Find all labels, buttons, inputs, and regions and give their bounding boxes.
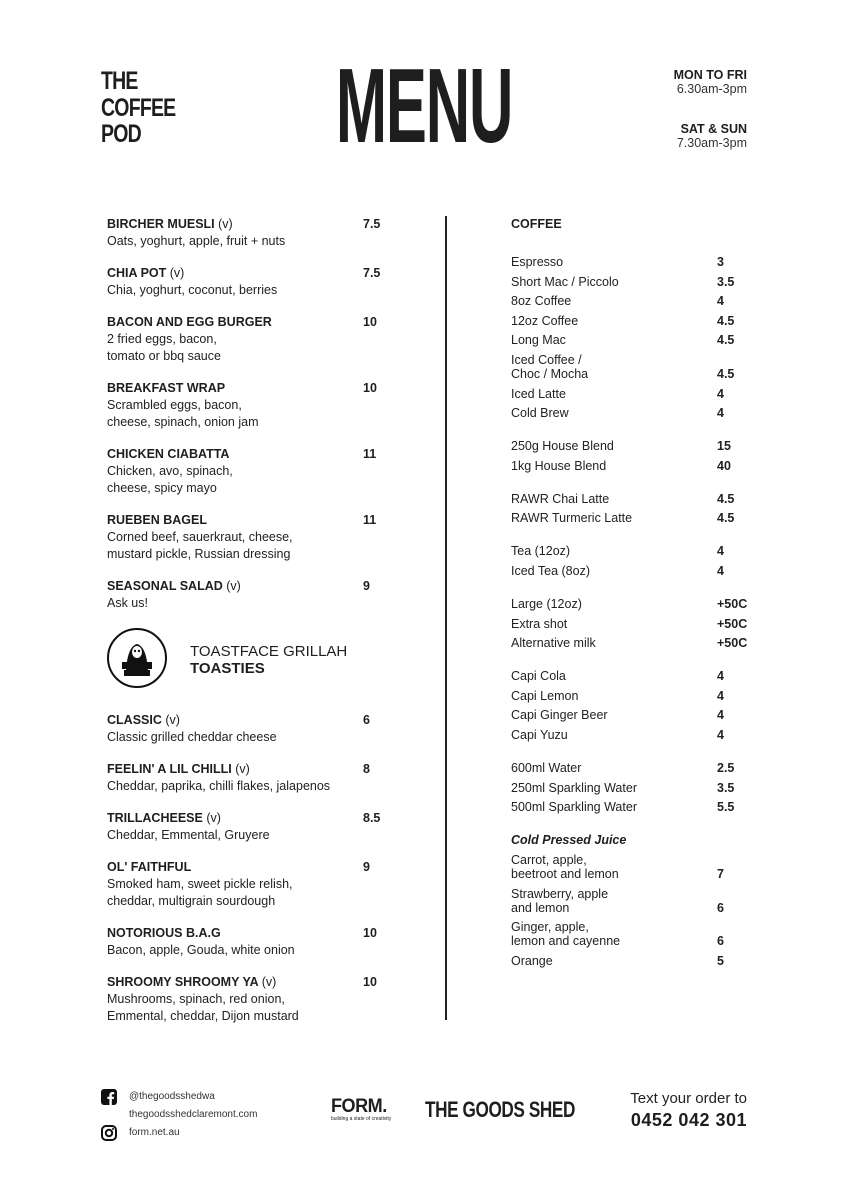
item-description: Corned beef, sauerkraut, cheese,	[107, 530, 293, 544]
item-price: 6	[363, 713, 370, 727]
item-description: 2 fried eggs, bacon,	[107, 332, 217, 346]
item-price: 11	[363, 447, 377, 461]
drink-price: 4.5	[717, 333, 735, 348]
item-description: Chicken, avo, spinach,	[107, 464, 233, 478]
menu-item	[107, 925, 407, 959]
drink-row	[511, 920, 751, 948]
drink-name: Extra shot	[511, 616, 568, 631]
item-name: TRILLACHEESE	[107, 811, 203, 825]
menu-item	[107, 216, 407, 250]
drink-price: 4	[717, 563, 724, 578]
item-description: Ask us!	[107, 596, 148, 610]
drink-price: 5.5	[717, 800, 735, 815]
drink-row	[511, 617, 751, 631]
drink-name: 250ml Sparkling Water	[511, 780, 637, 795]
toastface-subtitle: TOASTIES	[190, 660, 265, 677]
drink-name: 8oz Coffee	[511, 294, 572, 309]
vegetarian-marker: (v)	[206, 811, 221, 825]
drink-name: Iced Coffee /	[511, 352, 582, 367]
hours-time: 7.30am-3pm	[676, 136, 747, 150]
item-price: 10	[363, 381, 377, 395]
drink-row	[511, 954, 751, 968]
coffee-heading: COFFEE	[511, 217, 562, 231]
item-price: 9	[363, 579, 370, 593]
item-price: 10	[363, 315, 377, 329]
menu-item	[107, 974, 407, 1025]
vegetarian-marker: (v)	[261, 975, 277, 989]
item-name-line	[107, 712, 407, 729]
drink-price: 5	[717, 953, 724, 968]
drink-price: 4	[717, 708, 724, 723]
item-description: Oats, yoghurt, apple, fruit + nuts	[107, 234, 286, 248]
vegetarian-marker: (v)	[235, 762, 250, 776]
drink-price: 3	[717, 255, 724, 269]
juice-list	[511, 853, 751, 968]
drink-price: 3.5	[717, 274, 735, 289]
drink-row	[511, 708, 751, 722]
drink-row	[511, 689, 751, 703]
item-name: BREAKFAST WRAP	[107, 381, 226, 395]
drink-row	[511, 564, 751, 578]
menu-item	[107, 265, 407, 299]
drink-row	[511, 800, 751, 814]
drink-name: Short Mac / Piccolo	[511, 274, 619, 289]
item-name-line	[107, 446, 407, 463]
menu-item	[107, 859, 407, 910]
item-name: CHICKEN CIABATTA	[107, 447, 230, 461]
item-description: Emmental, cheddar, Dijon mustard	[107, 1009, 299, 1023]
drink-price: 6	[717, 934, 724, 949]
item-description: Cheddar, paprika, chilli flakes, jalapenos	[107, 779, 331, 793]
drink-name: Strawberry, apple	[511, 886, 609, 901]
vegetarian-marker: (v)	[218, 217, 233, 231]
instagram-icon	[101, 1125, 117, 1141]
drink-group	[511, 597, 751, 650]
drink-price: 4.5	[717, 366, 735, 381]
menu-item	[107, 314, 407, 365]
item-name: BIRCHER MUESLI	[107, 217, 215, 231]
brand-line: THE	[101, 67, 138, 95]
item-name: NOTORIOUS B.A.G	[107, 926, 221, 940]
toastface-title: TOASTFACE GRILLAH	[190, 643, 348, 660]
drink-row	[511, 275, 751, 289]
drink-price: +50C	[717, 616, 748, 631]
item-description: Classic grilled cheddar cheese	[107, 730, 277, 744]
menu-item	[107, 578, 407, 612]
item-name-line	[107, 859, 407, 876]
drink-price: 4	[717, 688, 724, 703]
toastface-logo-icon	[109, 630, 165, 686]
goods-shed-logo: THE GOODS SHED	[425, 1097, 575, 1122]
drink-price: 40	[717, 458, 731, 473]
drink-name: 1kg House Blend	[511, 458, 607, 473]
drink-price: 4	[717, 294, 724, 309]
item-price: 8.5	[363, 811, 381, 825]
drink-name: 500ml Sparkling Water	[511, 800, 637, 815]
drink-group	[511, 544, 751, 578]
drink-name: Ginger, apple,	[511, 920, 589, 935]
drink-row	[511, 439, 751, 453]
menu-item	[107, 380, 407, 431]
item-price: 11	[363, 513, 377, 527]
item-description: Mushrooms, spinach, red onion,	[107, 992, 285, 1006]
facebook-icon	[101, 1089, 117, 1105]
item-price: 7.5	[363, 217, 381, 231]
drink-name: RAWR Turmeric Latte	[511, 511, 633, 526]
drink-price: 4.5	[717, 313, 735, 328]
drink-name: Iced Tea (8oz)	[511, 563, 590, 578]
item-description: Chia, yoghurt, coconut, berries	[107, 283, 278, 297]
item-price: 10	[363, 975, 377, 989]
item-description: Scrambled eggs, bacon,	[107, 398, 242, 412]
item-name-line	[107, 810, 407, 827]
drink-row	[511, 669, 751, 683]
item-description: cheddar, multigrain sourdough	[107, 894, 276, 908]
drink-price: 3.5	[717, 780, 735, 795]
vegetarian-marker: (v)	[165, 713, 180, 727]
drink-row	[511, 728, 751, 742]
drink-groups	[511, 255, 751, 814]
website-link: thegoodsshedclaremont.com	[129, 1109, 258, 1120]
page-title-text: MENU	[335, 47, 513, 165]
drink-row	[511, 459, 751, 473]
drink-price: 2.5	[717, 760, 735, 775]
drink-name: Orange	[511, 953, 553, 968]
order-phone[interactable]: 0452 042 301	[630, 1110, 747, 1130]
menu-item	[107, 446, 407, 497]
opening-hours	[674, 68, 747, 150]
column-divider	[445, 216, 447, 1020]
item-description: Cheddar, Emmental, Gruyere	[107, 828, 270, 842]
drink-name: 250g House Blend	[511, 439, 614, 454]
drink-name: and lemon	[511, 900, 570, 915]
item-name: BACON AND EGG BURGER	[107, 315, 272, 329]
form-logo-text: FORM.	[331, 1096, 387, 1117]
drink-row	[511, 333, 751, 347]
menu-item	[107, 761, 407, 795]
drinks-menu	[511, 216, 751, 973]
hours-days: MON TO FRI	[673, 68, 747, 82]
drink-row	[511, 353, 751, 381]
toastface-section-header	[107, 628, 407, 692]
form-logo-tagline: building a state of creativity	[331, 1116, 392, 1122]
item-name: OL' FAITHFUL	[107, 860, 192, 874]
item-price: 8	[363, 762, 370, 776]
item-description: Bacon, apple, Gouda, white onion	[107, 943, 295, 957]
drink-row	[511, 492, 751, 506]
drink-group	[511, 761, 751, 814]
drink-row	[511, 255, 751, 269]
drink-row	[511, 406, 751, 420]
item-price: 9	[363, 860, 370, 874]
juice-heading: Cold Pressed Juice	[511, 833, 627, 848]
item-name: CHIA POT	[107, 266, 167, 280]
drink-name: lemon and cayenne	[511, 934, 621, 949]
item-name-line	[107, 925, 407, 942]
hours-time: 6.30am-3pm	[676, 82, 747, 96]
item-name-line	[107, 578, 407, 595]
drink-price: 7	[717, 867, 724, 882]
drink-name: Choc / Mocha	[511, 366, 589, 381]
item-name: SHROOMY SHROOMY YA	[107, 975, 259, 989]
item-name-line	[107, 216, 407, 233]
drink-price: 4	[717, 386, 724, 401]
facebook-handle: @thegoodsshedwa	[129, 1091, 215, 1102]
drink-row	[511, 853, 751, 881]
item-name-line	[107, 512, 407, 529]
vegetarian-marker: (v)	[226, 579, 241, 593]
drink-name: Capi Lemon	[511, 688, 579, 703]
drink-row	[511, 511, 751, 525]
drink-group	[511, 439, 751, 473]
drink-row	[511, 314, 751, 328]
drink-price: 4	[717, 727, 724, 742]
item-name-line	[107, 314, 407, 331]
item-name-line	[107, 761, 407, 778]
drink-row	[511, 597, 751, 611]
item-name: RUEBEN BAGEL	[107, 513, 208, 527]
item-price: 7.5	[363, 266, 381, 280]
drink-row	[511, 544, 751, 558]
drink-price: 4.5	[717, 491, 735, 506]
drink-name: Capi Yuzu	[511, 727, 568, 742]
drink-name: beetroot and lemon	[511, 867, 619, 882]
drink-price: 4	[717, 669, 724, 684]
drink-price: 6	[717, 900, 724, 915]
drink-group	[511, 492, 751, 526]
drink-price: 4.5	[717, 511, 735, 526]
item-name: CLASSIC	[107, 713, 162, 727]
drink-name: Large (12oz)	[511, 596, 582, 611]
food-menu-list	[107, 216, 407, 627]
drink-group	[511, 669, 751, 742]
menu-item	[107, 810, 407, 844]
drink-row	[511, 636, 751, 650]
drink-name: Tea (12oz)	[511, 544, 571, 559]
menu-item	[107, 712, 407, 746]
drink-price: +50C	[717, 636, 748, 651]
item-name-line	[107, 974, 407, 991]
instagram-link: form.net.au	[129, 1127, 180, 1138]
drink-row	[511, 387, 751, 401]
brand-line: POD	[101, 120, 141, 148]
toastface-logo	[107, 628, 167, 688]
drink-price: 4	[717, 544, 724, 559]
drink-price: 15	[717, 439, 731, 454]
drink-name: Long Mac	[511, 333, 566, 348]
drink-name: Capi Cola	[511, 669, 566, 684]
drink-price: +50C	[717, 596, 748, 611]
drink-name: RAWR Chai Latte	[511, 491, 610, 506]
page-title	[328, 47, 520, 165]
toasties-menu-list	[107, 712, 407, 1040]
drink-row	[511, 781, 751, 795]
item-description: Smoked ham, sweet pickle relish,	[107, 877, 293, 891]
menu-item	[107, 512, 407, 563]
item-description: cheese, spinach, onion jam	[107, 415, 259, 429]
drink-name: Espresso	[511, 255, 564, 269]
item-price: 10	[363, 926, 377, 940]
vegetarian-marker: (v)	[169, 266, 185, 280]
hours-days: SAT & SUN	[680, 122, 747, 136]
item-name-line	[107, 380, 407, 397]
item-name: SEASONAL SALAD	[107, 579, 223, 593]
drink-row	[511, 294, 751, 308]
drink-group	[511, 255, 751, 420]
drink-name: Iced Latte	[511, 386, 566, 401]
drink-name: Cold Brew	[511, 406, 569, 421]
item-description: tomato or bbq sauce	[107, 349, 221, 363]
order-info	[630, 1090, 747, 1132]
order-text: Text your order to	[630, 1090, 747, 1107]
drink-name: 12oz Coffee	[511, 313, 579, 328]
drink-name: Capi Ginger Beer	[511, 708, 608, 723]
brand-line: COFFEE	[101, 93, 176, 122]
item-description: cheese, spicy mayo	[107, 481, 217, 495]
cafe-logo	[101, 68, 175, 148]
drink-name: Alternative milk	[511, 636, 596, 651]
drink-name: 600ml Water	[511, 760, 582, 775]
drink-price: 4	[717, 406, 724, 421]
drink-row	[511, 887, 751, 915]
item-name: FEELIN' A LIL CHILLI	[107, 762, 232, 776]
drink-name: Carrot, apple,	[511, 853, 587, 868]
drink-row	[511, 761, 751, 775]
item-description: mustard pickle, Russian dressing	[107, 547, 291, 561]
item-name-line	[107, 265, 407, 282]
form-logo	[331, 1097, 391, 1122]
